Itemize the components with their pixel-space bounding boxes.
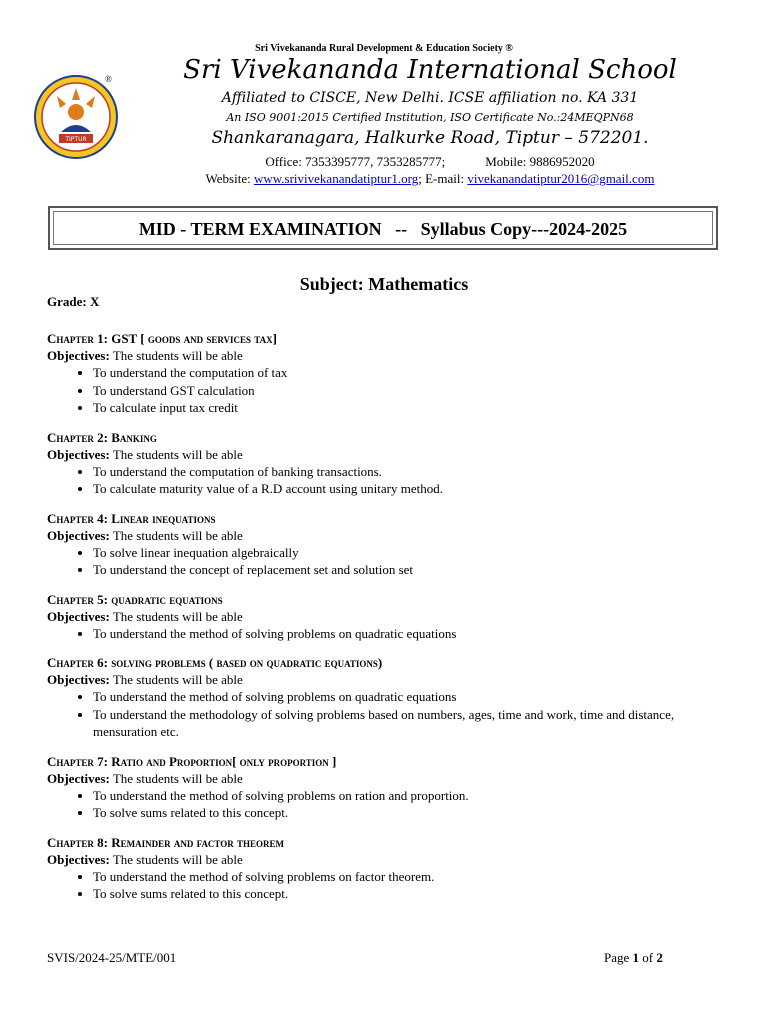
objective-item: • To understand the method of solving problems on factor theorem.: [93, 868, 727, 886]
objectives-label: Objectives:: [47, 527, 110, 543]
objectives-text: The students will be able: [109, 608, 243, 624]
objective-list: [47, 868, 727, 903]
objective-item: • To understand the methodology of solving problems based on numbers, ages, time and work, time and distance, mensuration etc.: [93, 706, 727, 741]
objectives-text: The students will be able: [109, 348, 243, 363]
objectives-line: [47, 770, 727, 787]
school-name: Sri Vivekananda International School: [183, 55, 677, 85]
objective-item: • To understand the concept of replacement set and solution set: [93, 561, 727, 579]
objective-item: • To understand the computation of banking transactions.: [93, 463, 727, 481]
mobile-phone: Mobile: 9886952020: [485, 154, 595, 169]
objective-item: • To understand the method of solving problems on ration and proportion.: [93, 787, 727, 805]
objective-list: [47, 364, 727, 417]
email-link[interactable]: vivekanandatiptur2016@gmail.com: [467, 171, 655, 186]
school-address: Shankaranagara, Halkurke Road, Tiptur – 572201.: [211, 128, 649, 148]
document-code: SVIS/2024-25/MTE/001: [47, 950, 177, 965]
chapter-section: [47, 834, 727, 903]
society-name: Sri Vivekananda Rural Development & Education Society ®: [255, 43, 513, 54]
chapter-heading: Chapter 4: Linear inequations: [47, 510, 216, 526]
objective-list: [47, 625, 727, 643]
chapter-section: [47, 510, 727, 579]
objectives-line: [47, 608, 727, 625]
iso-line: An ISO 9001:2015 Certified Institution, ISO Certificate No.:24MEQPN68: [226, 111, 634, 124]
office-phone: Office: 7353395777, 7353285777;: [265, 154, 446, 169]
registered-mark: ®: [105, 74, 112, 84]
page-total: 2: [656, 950, 663, 965]
chapter-heading: Chapter 6: solving problems ( based on quadratic equations): [47, 655, 383, 670]
objectives-text: The students will be able: [109, 851, 243, 867]
email-label: ; E-mail:: [418, 171, 468, 186]
objective-item: • To calculate input tax credit: [93, 399, 727, 417]
objectives-line: [47, 446, 727, 463]
website-link[interactable]: www.srivivekanandatiptur1.org: [253, 171, 419, 186]
objectives-label: Objectives:: [47, 446, 110, 462]
chapter-heading: Chapter 7: Ratio and Proportion[ only proportion ]: [47, 753, 337, 769]
objectives-text: The students will be able: [109, 770, 243, 786]
chapter-section: [47, 654, 727, 741]
objectives-line: [47, 851, 727, 868]
page-number: [604, 950, 663, 966]
objectives-line: [47, 347, 727, 364]
objective-item: • To understand the computation of tax: [93, 364, 727, 382]
chapter-section: [47, 429, 727, 498]
objectives-label: Objectives:: [47, 770, 110, 786]
objective-item: • To solve linear inequation algebraically: [93, 544, 727, 562]
objective-list: [47, 544, 727, 579]
objectives-text: The students will be able: [109, 446, 243, 462]
objective-item: • To understand the method of solving problems on quadratic equations: [93, 625, 727, 643]
chapter-section: [47, 591, 727, 643]
chapter-heading: Chapter 2: Banking: [47, 429, 157, 445]
objectives-label: Objectives:: [47, 672, 110, 687]
objectives-line: [47, 671, 727, 688]
page-word: Page: [604, 950, 633, 965]
exam-title-box: [48, 206, 718, 250]
affiliation-line: Affiliated to CISCE, New Delhi. ICSE affiliation no. KA 331: [221, 90, 639, 106]
chapter-heading: Chapter 1: GST [ goods and services tax]: [47, 331, 277, 346]
school-logo: [33, 74, 119, 160]
objective-item: • To understand GST calculation: [93, 382, 727, 400]
objectives-label: Objectives:: [47, 851, 110, 867]
chapter-section: [47, 753, 727, 822]
objectives-label: Objectives:: [47, 348, 110, 363]
objective-list: [47, 688, 727, 741]
objective-list: [47, 463, 727, 498]
objectives-text: The students will be able: [109, 527, 243, 543]
objective-item: • To solve sums related to this concept.: [93, 885, 727, 903]
logo-text: TIPTUR: [65, 136, 87, 143]
website-label: Website:: [205, 171, 254, 186]
chapter-section: [47, 330, 727, 417]
page-of: of: [639, 950, 657, 965]
grade-label: Grade: X: [47, 294, 100, 309]
website-line: [130, 171, 730, 187]
chapter-heading: Chapter 8: Remainder and factor theorem: [47, 834, 285, 850]
chapter-list: [47, 330, 727, 915]
objective-item: • To calculate maturity value of a R.D account using unitary method.: [93, 480, 727, 498]
objectives-text: The students will be able: [109, 672, 243, 687]
objective-list: [47, 787, 727, 822]
chapter-heading: Chapter 5: quadratic equations: [47, 591, 223, 607]
objectives-line: [47, 527, 727, 544]
page-current: 1: [632, 950, 640, 965]
subject-heading: Subject: Mathematics: [299, 274, 469, 294]
objectives-label: Objectives:: [47, 608, 110, 624]
contact-line: [130, 154, 730, 170]
exam-title: MID - TERM EXAMINATION -- Syllabus Copy---2024-2025: [138, 219, 628, 239]
objective-item: • To understand the method of solving problems on quadratic equations: [93, 688, 727, 706]
objective-item: • To solve sums related to this concept.: [93, 804, 727, 822]
